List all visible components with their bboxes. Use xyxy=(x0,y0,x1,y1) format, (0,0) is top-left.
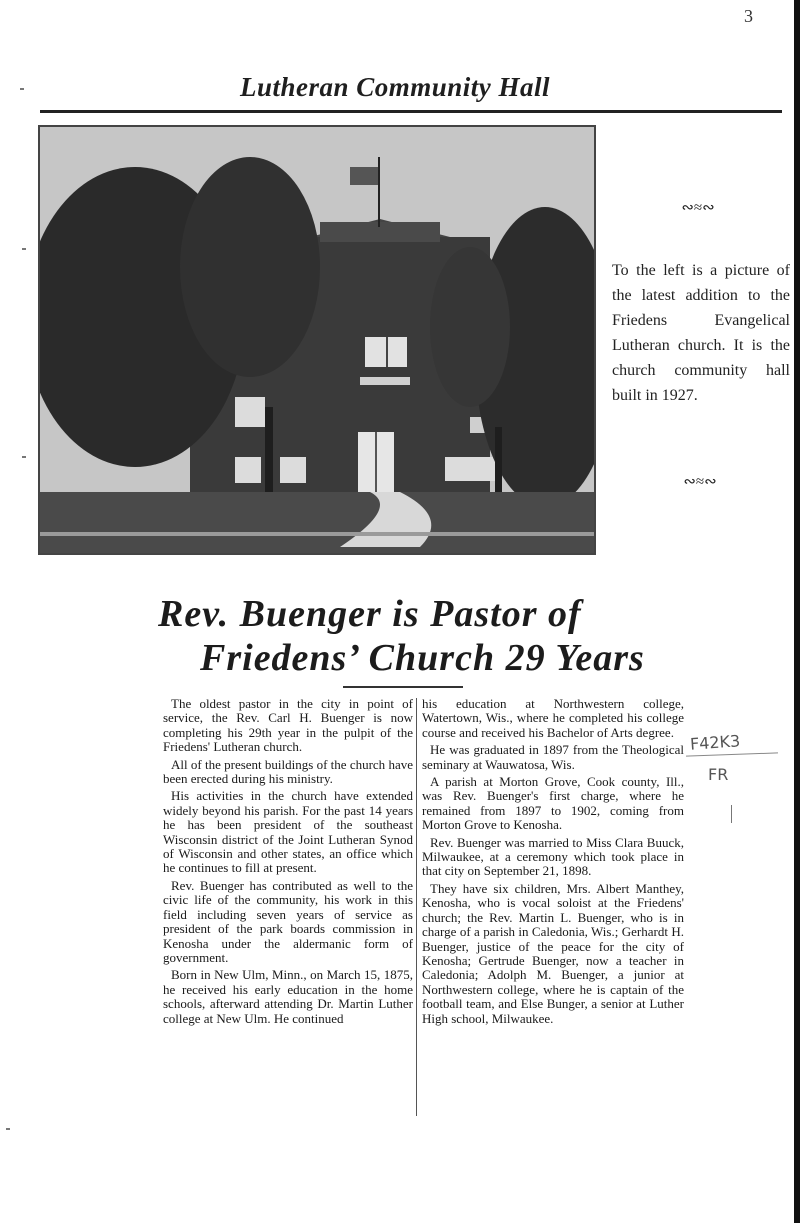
page-number: 3 xyxy=(744,6,753,26)
paragraph: They have six children, Mrs. Albert Manthey, Kenosha, who is vocal soloist at the Friedens' church; the Rev. Martin L. Buenger, who is in charge of a parish in Caledonia, Wis.; Gerhardt H. Buenger, justice of the peace for the city of Kenosha; Gertrude Buenger, now a teacher in Caledonia; Adolph M. Buenger, a junior at Northwestern college, where he is captain of the football team, and Else Bunger, a senior at Luther High school, Milwaukee. xyxy=(422,880,684,1026)
article-column-right xyxy=(422,697,684,1029)
headline-line-2: Friedens’ Church 29 Years xyxy=(200,637,645,679)
paragraph: A parish at Morton Grove, Cook county, Ill., was Rev. Buenger's first charge, where he remained from 1897 to 1902, coming from Morton Grove to Kenosha. xyxy=(422,774,684,833)
scan-speck xyxy=(6,1128,10,1130)
paragraph: The oldest pastor in the city in point of service, the Rev. Carl H. Buenger is now completing his 29th year in the pulpit of the Friedens' Lutheran church. xyxy=(163,696,413,755)
headline-line-1: Rev. Buenger is Pastor of xyxy=(158,593,582,635)
paragraph: He was graduated in 1897 from the Theological seminary at Wauwatosa, Wis. xyxy=(422,742,684,772)
header-divider xyxy=(40,110,782,113)
community-hall-illustration xyxy=(40,127,594,553)
paragraph: All of the present buildings of the church have been erected during his ministry. xyxy=(163,756,413,787)
column-divider xyxy=(416,698,417,1116)
community-hall-photo xyxy=(38,125,596,555)
article-column-left xyxy=(163,697,413,1029)
handwritten-mark xyxy=(731,805,732,823)
scan-speck xyxy=(20,88,24,90)
scan-speck xyxy=(22,248,26,250)
page-title: Lutheran Community Hall xyxy=(239,72,551,102)
paragraph: Rev. Buenger has contributed as well to the civic life of the community, his work in this field including seven years of service as president of the park boards commission in Kenosha under the aldermanic form of government. xyxy=(163,877,413,965)
handwritten-annotation-1: F42K3 xyxy=(689,731,741,754)
paragraph: his education at Northwestern college, Watertown, Wis., where he completed his college course and received his Bachelor of Arts degree. xyxy=(422,696,684,740)
handwritten-annotation-2: FR xyxy=(708,765,729,784)
ornament-top-icon: ∾≈∾ xyxy=(681,200,715,216)
photo-caption: To the left is a picture of the latest addition to the Friedens Evangelical Lutheran church. It is the church community hall built in 1927. xyxy=(612,262,790,404)
paragraph: Rev. Buenger was married to Miss Clara Buuck, Milwaukee, at a ceremony which took place in that city on September 21, 1898. xyxy=(422,834,684,879)
paragraph: His activities in the church have extended widely beyond his parish. For the past 14 years he has been president of the southeast Wisconsin district of the Joint Lutheran Synod of Wisconsin and other states, an office which he continues to fill at present. xyxy=(163,788,413,876)
paragraph: Born in New Ulm, Minn., on March 15, 1875, he received his early education in the home schools, afterward attending Dr. Martin Luther college at New Ulm. He continued xyxy=(163,967,413,1026)
headline-divider xyxy=(343,686,463,688)
scan-speck xyxy=(22,456,26,458)
ornament-bottom-icon: ∾≈∾ xyxy=(683,474,717,490)
